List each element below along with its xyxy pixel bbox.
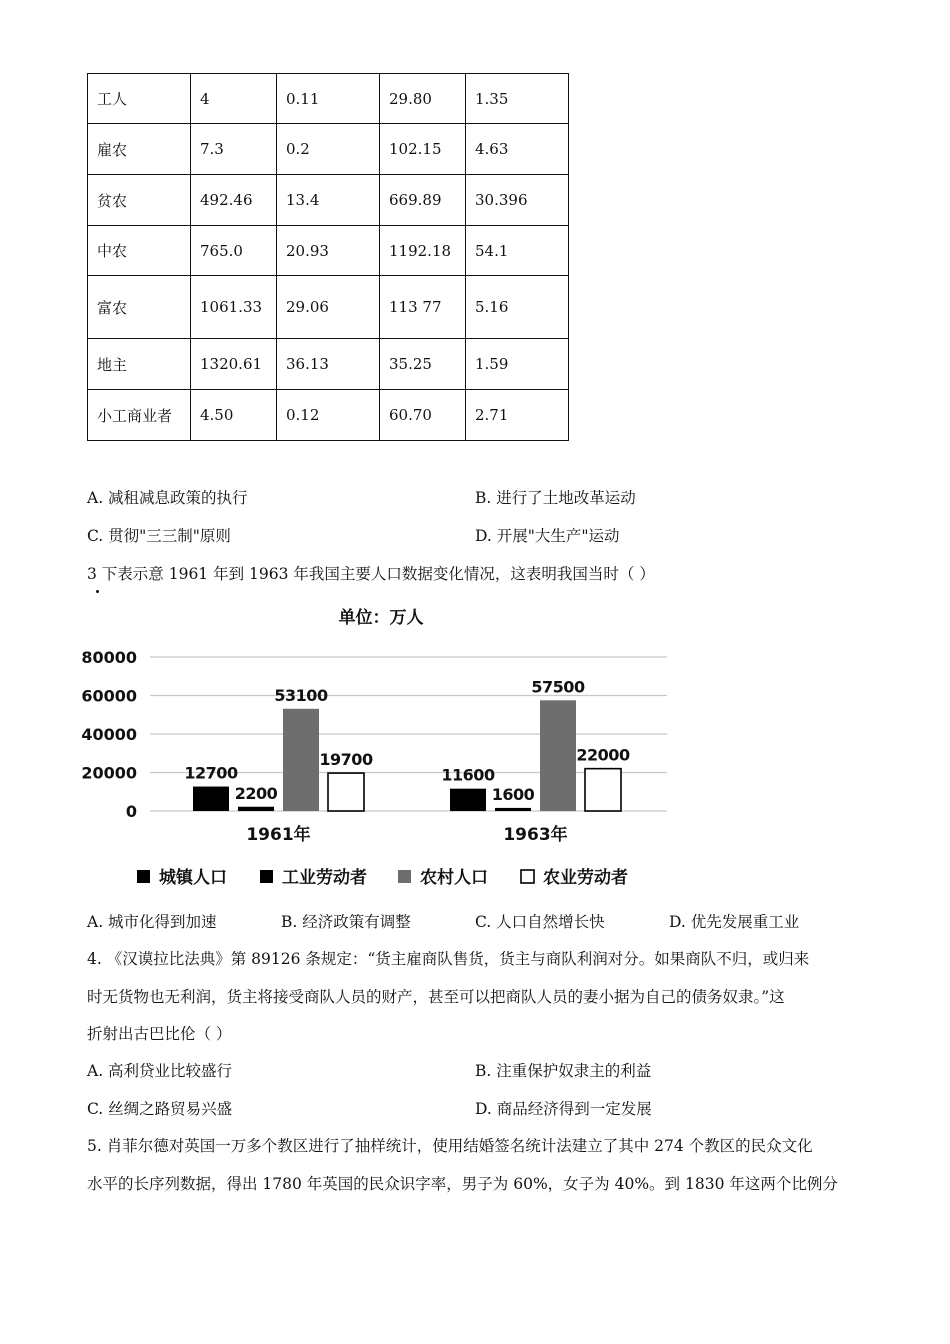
table-cell: 1192.18 [380, 226, 466, 276]
table-row [88, 339, 569, 390]
table-cell: 1320.61 [191, 339, 277, 390]
table-cell: 4.63 [466, 124, 569, 175]
q3-option-a: A. 城市化得到加速 [87, 913, 217, 931]
legend-label: 工业劳动者 [282, 868, 367, 888]
x-tick-label: 1963年 [503, 825, 568, 845]
bar-2-1961年 [238, 807, 274, 811]
bar-value-label: 22000 [576, 745, 630, 765]
chart-title: 单位：万人 [338, 608, 424, 628]
bar-1-1963年 [450, 789, 486, 811]
table-cell: 雇农 [88, 124, 191, 175]
q3-option-d: D. 优先发展重工业 [669, 913, 800, 931]
bar-value-label: 19700 [319, 750, 373, 770]
bar-value-label: 57500 [531, 677, 585, 697]
bar-value-label: 11600 [441, 765, 495, 785]
q3-stem: 3 下表示意 1961 年到 1963 年我国主要人口数据变化情况，这表明我国当时（ ） [87, 565, 655, 583]
q4-option-d: D. 商品经济得到一定发展 [475, 1100, 652, 1118]
q4-line-2: 时无货物也无利润，货主将接受商队人员的财产，甚至可以把商队人员的妻小据为自己的债务奴隶。”这 [87, 988, 785, 1006]
table-cell: 富农 [88, 276, 191, 339]
table-row [88, 276, 569, 339]
bar-value-label: 12700 [184, 763, 238, 783]
table-cell: 工人 [88, 74, 191, 124]
legend-swatch [398, 870, 411, 883]
data-table [87, 73, 569, 441]
legend-swatch [260, 870, 273, 883]
table-cell: 102.15 [380, 124, 466, 175]
x-tick-label: 1961年 [246, 825, 311, 845]
chart-legend [137, 867, 628, 888]
bar-1-1961年 [193, 787, 229, 811]
table-cell: 地主 [88, 339, 191, 390]
table-cell: 0.2 [277, 124, 380, 175]
table-cell: 765.0 [191, 226, 277, 276]
population-chart [80, 600, 680, 900]
table-row [88, 74, 569, 124]
q4-option-a: A. 高利贷业比较盛行 [87, 1062, 233, 1080]
table-cell: 20.93 [277, 226, 380, 276]
q5-line-2: 水平的长序列数据，得出 1780 年英国的民众识字率，男子为 60%，女子为 40%。到 1830 年这两个比例分 [87, 1175, 838, 1193]
q3-option-b: B. 经济政策有调整 [281, 913, 411, 931]
bar-value-label: 1600 [491, 784, 535, 804]
table-cell: 中农 [88, 226, 191, 276]
y-tick-label: 40000 [81, 725, 137, 744]
table-cell: 60.70 [380, 390, 466, 441]
table-cell: 5.16 [466, 276, 569, 339]
q2-option-a: A. 减租减息政策的执行 [87, 489, 248, 507]
q2-option-c: C. 贯彻"三三制"原则 [87, 527, 231, 545]
bar-value-label: 53100 [274, 685, 328, 705]
y-tick-label: 80000 [81, 648, 137, 667]
table-cell: 1.35 [466, 74, 569, 124]
table-row [88, 226, 569, 276]
q4-option-c: C. 丝绸之路贸易兴盛 [87, 1100, 233, 1118]
q2-option-b: B. 进行了土地改革运动 [475, 489, 636, 507]
legend-label: 城镇人口 [159, 868, 227, 888]
table-cell: 贫农 [88, 175, 191, 226]
chart-x-axis [246, 824, 567, 845]
legend-swatch [137, 870, 150, 883]
legend-label: 农村人口 [420, 868, 488, 888]
table-cell: 小工商业者 [88, 390, 191, 441]
table-cell: 35.25 [380, 339, 466, 390]
table-cell: 1061.33 [191, 276, 277, 339]
bar-2-1963年 [495, 808, 531, 811]
bar-4-1963年 [585, 769, 621, 811]
q2-option-d: D. 开展"大生产"运动 [475, 527, 620, 545]
table-cell: 0.11 [277, 74, 380, 124]
bar-3-1963年 [540, 700, 576, 811]
table-row [88, 390, 569, 441]
table-cell: 30.396 [466, 175, 569, 226]
legend-label: 农业劳动者 [543, 868, 628, 888]
table-cell: 7.3 [191, 124, 277, 175]
table-cell: 29.80 [380, 74, 466, 124]
table-cell: 36.13 [277, 339, 380, 390]
table-cell: 113 77 [380, 276, 466, 339]
y-tick-label: 20000 [81, 763, 137, 783]
stray-dot [96, 590, 99, 593]
table-cell: 0.12 [277, 390, 380, 441]
q3-option-c: C. 人口自然增长快 [475, 913, 605, 931]
table-cell: 1.59 [466, 339, 569, 390]
bar-3-1961年 [283, 709, 319, 811]
q4-line-3: 折射出古巴比伦（ ） [87, 1025, 232, 1043]
chart-y-axis [81, 648, 137, 821]
legend-swatch [521, 870, 534, 883]
table-cell: 492.46 [191, 175, 277, 226]
y-tick-label: 0 [125, 802, 137, 821]
y-tick-label: 60000 [81, 686, 137, 706]
table-cell: 54.1 [466, 226, 569, 276]
table-cell: 4.50 [191, 390, 277, 441]
table-cell: 13.4 [277, 175, 380, 226]
bar-4-1961年 [328, 773, 364, 811]
table-cell: 29.06 [277, 276, 380, 339]
table-row [88, 175, 569, 226]
table-row [88, 124, 569, 175]
bar-value-label: 2200 [234, 783, 278, 803]
q4-option-b: B. 注重保护奴隶主的利益 [475, 1062, 652, 1080]
q4-line-1: 4. 《汉谟拉比法典》第 89126 条规定：“货主雇商队售货，货主与商队利润对分。如果商队不归，或归来 [87, 950, 810, 968]
table-cell: 669.89 [380, 175, 466, 226]
table-cell: 4 [191, 74, 277, 124]
table-cell: 2.71 [466, 390, 569, 441]
q5-line-1: 5. 肖菲尔德对英国一万多个教区进行了抽样统计，使用结婚签名统计法建立了其中 274 个教区的民众文化 [87, 1137, 813, 1155]
